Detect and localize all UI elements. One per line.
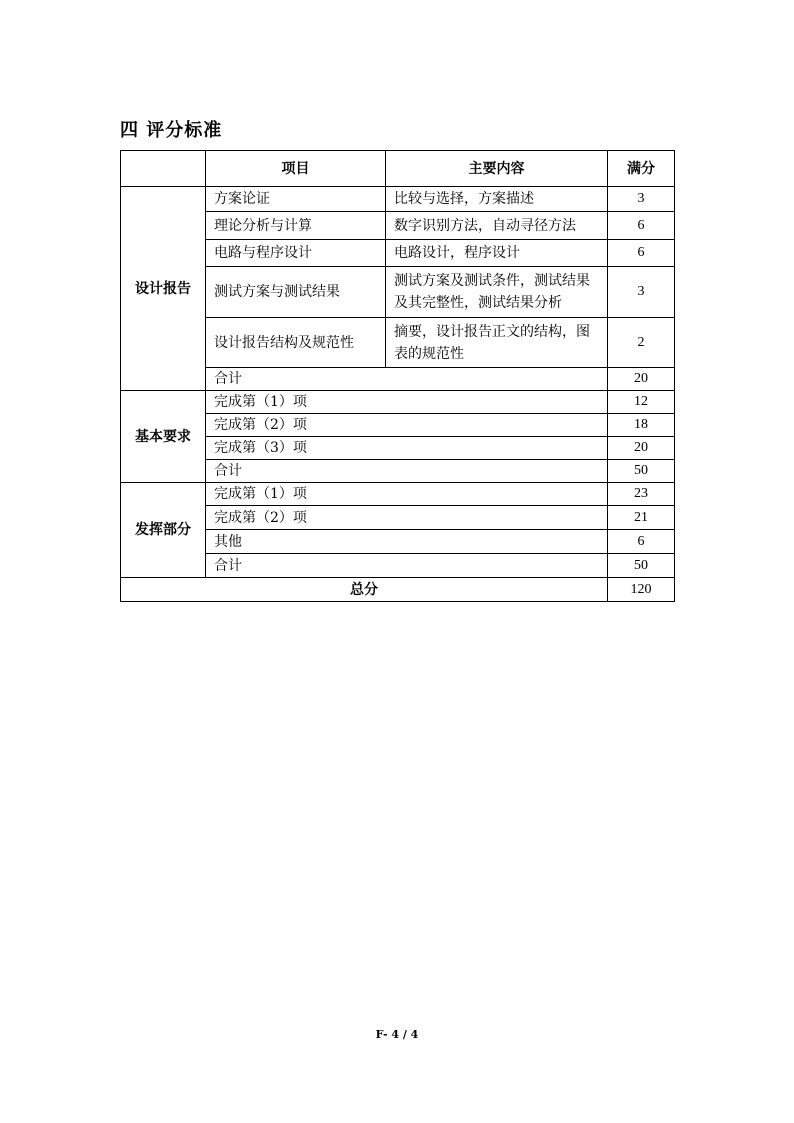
score-cell: 18 [608,414,675,437]
item-cell: 测试方案与测试结果 [206,267,386,318]
subtotal-label: 合计 [206,554,608,578]
group-basic: 基本要求 [121,391,206,483]
page-footer: F- 4 / 4 [375,1028,419,1041]
content-cell: 比较与选择，方案描述 [386,187,608,212]
header-score: 满分 [608,151,675,187]
table-row [121,187,675,212]
header-item: 项目 [206,151,386,187]
score-cell: 3 [608,267,675,318]
content-cell: 摘要，设计报告正文的结构，图表的规范性 [386,318,608,368]
item-cell: 完成第（1）项 [206,483,608,506]
table-header [121,151,675,187]
item-cell: 理论分析与计算 [206,212,386,240]
content-cell: 测试方案及测试条件，测试结果及其完整性，测试结果分析 [386,267,608,318]
subtotal-score: 20 [608,368,675,391]
score-cell: 3 [608,187,675,212]
item-cell: 完成第（2）项 [206,506,608,530]
item-cell: 方案论证 [206,187,386,212]
item-cell: 其他 [206,530,608,554]
item-cell: 完成第（1）项 [206,391,608,414]
group-extended: 发挥部分 [121,483,206,578]
header-blank [121,151,206,187]
subtotal-label: 合计 [206,460,608,483]
score-cell: 20 [608,437,675,460]
score-cell: 6 [608,212,675,240]
item-cell: 设计报告结构及规范性 [206,318,386,368]
score-cell: 12 [608,391,675,414]
content-cell: 数字识别方法，自动寻径方法 [386,212,608,240]
subtotal-score: 50 [608,554,675,578]
group-design: 设计报告 [121,187,206,391]
scoring-table [120,150,675,602]
table-row [121,483,675,506]
header-content: 主要内容 [386,151,608,187]
score-cell: 6 [608,530,675,554]
score-cell: 21 [608,506,675,530]
item-cell: 完成第（3）项 [206,437,608,460]
content-cell: 电路设计，程序设计 [386,240,608,267]
score-cell: 23 [608,483,675,506]
score-cell: 2 [608,318,675,368]
item-cell: 完成第（2）项 [206,414,608,437]
section-title: 四 评分标准 [120,120,223,141]
subtotal-label: 合计 [206,368,608,391]
subtotal-score: 50 [608,460,675,483]
total-row [121,578,675,602]
table-row [121,391,675,414]
total-label: 总分 [121,578,608,602]
item-cell: 电路与程序设计 [206,240,386,267]
score-cell: 6 [608,240,675,267]
total-score: 120 [608,578,675,602]
